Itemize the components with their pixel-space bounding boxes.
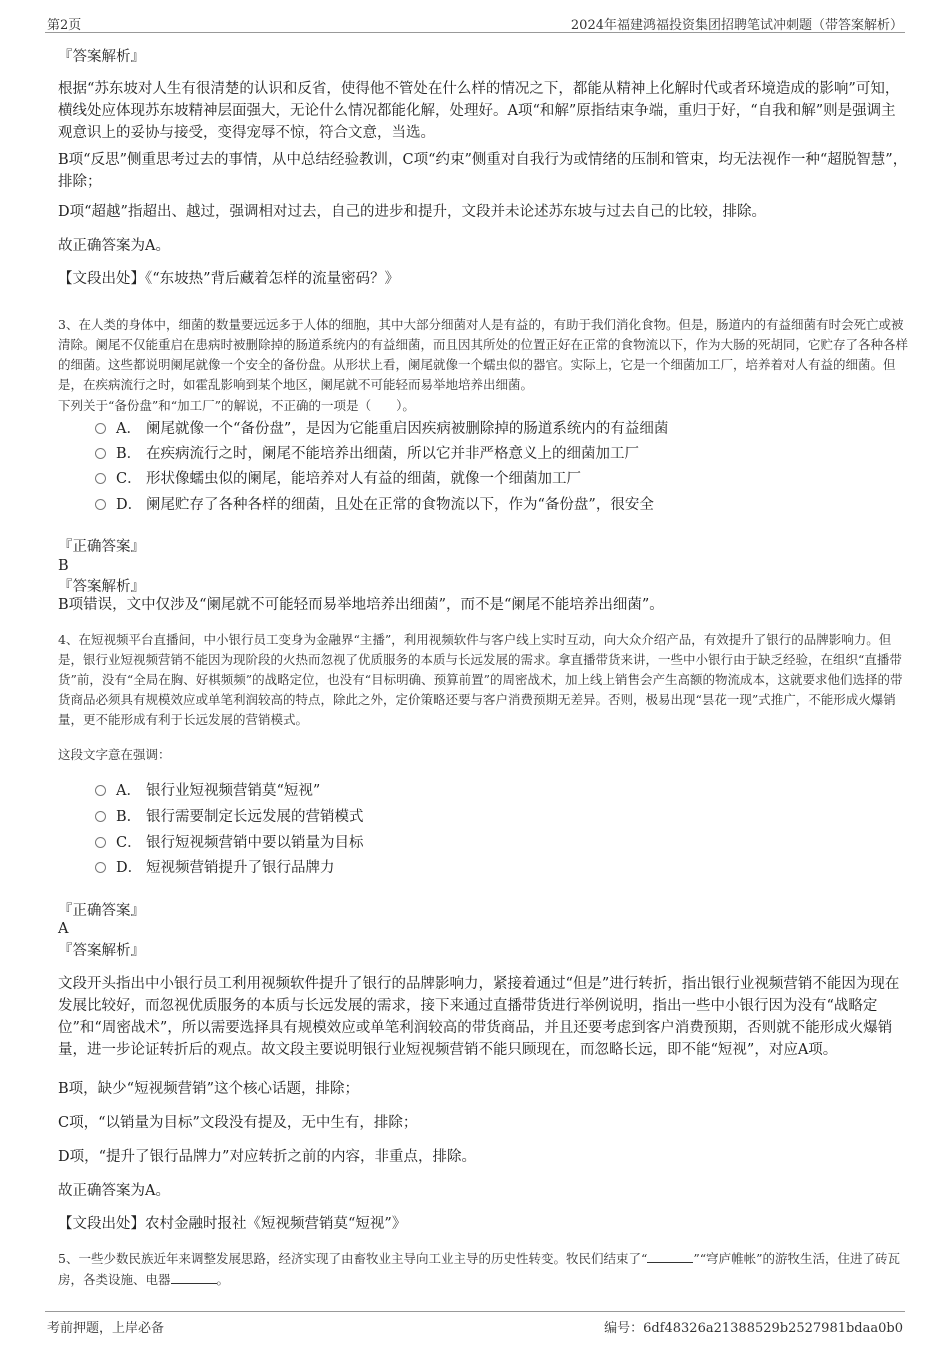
question-stem: 4、在短视频平台直播间，中小银行员工变身为金融界“主播”，利用视频软件与客户线上实时互动，向大众介绍产品，有效提升了银行的品牌影响力。但是，银行业短视频营销不能因为现阶段的火热而忽视了优质服务的本质与长远发展的需求。拿直播带货来讲，一些中小银行由于缺乏经验，在组织“直播带货”前，没有“全局在胸、好棋频频”的战略定位，也没有“目标明确、预算前置”的周密战术，加上线上销售会产生高额的物流成本，这就要求他们选择的带货商品必须具有规模效应或单笔利润较高的特点，除此之外，定价策略还要与客户消费预期无差异。否则，极易出现“昙花一现”式推广，不能形成火爆销量，更不能形成有利于长远发展的营销模式。: [58, 632, 903, 727]
radio-icon[interactable]: [95, 811, 106, 822]
analysis-paragraph: D项“超越”指超出、越过，强调相对过去，自己的进步和提升，文段并未论述苏东坡与过去自己的比较，排除。: [58, 204, 766, 220]
footer-slogan: 考前押题，上岸必备: [47, 1321, 165, 1336]
analysis-label: 『答案解析』: [58, 943, 145, 959]
question-stem: 5、一些少数民族近年来调整发展思路，经济实现了由畜牧业主导向工业主导的历史性转变。牧民们结束了“ ”“穹庐帷帐”的游牧生活，住进了砖瓦房，各类设施、电器 。: [58, 1248, 910, 1290]
analysis-paragraph: 文段开头指出中小银行员工利用视频软件提升了银行的品牌影响力，紧接着通过“但是”进行转折，指出银行业视频营销不能因为现在发展比较好，而忽视优质服务的本质与长远发展的需求，接下来通过直播带货进行举例说明，指出一些中小银行因为没有“战略定位”和“周密战术”，所以需要选择具有规模效应或单笔利润较高的带货商品，并且还要考虑到客户消费预期，否则就不能形成火爆销量，进一步论证转折后的观点。故文段主要说明银行业短视频营销不能只顾现在，而忽略长远，即不能“短视”，对应A项。: [58, 976, 900, 1058]
option-a[interactable]: A． 阑尾就像一个“备份盘”，是因为它能重启因疾病被删除掉的肠道系统内的有益细菌: [95, 418, 668, 440]
analysis-paragraph: B项，缺少“短视频营销”这个核心话题，排除；: [58, 1081, 359, 1097]
question-stem: 3、在人类的身体中，细菌的数量要远远多于人体的细胞，其中大部分细菌对人是有益的，有助于我们消化食物。但是，肠道内的有益细菌有时会死亡或被清除。阑尾不仅能重启在患病时被删除掉的肠道系统内的有益细菌，而且因其所处的位置正好在正常的食物流以下，作为大肠的死胡同，它贮存了各种各样的细菌。这些都说明阑尾就像一个安全的备份盘。从形状上看，阑尾就像一个蠕虫似的器官。实际上，它是一个细菌加工厂，培养着对人有益的细菌。但是，在疾病流行之时，如霍乱影响到某个地区，阑尾就不可能轻而易举地培养出细菌。: [58, 317, 909, 392]
option-a[interactable]: A． 银行业短视频营销莫“短视”: [95, 780, 320, 802]
analysis-label: 『答案解析』: [58, 579, 145, 595]
option-c[interactable]: C． 银行短视频营销中要以销量为目标: [95, 832, 364, 854]
conclusion: 故正确答案为A。: [58, 238, 170, 254]
analysis-paragraph: 根据“苏东坡对人生有很清楚的认识和反省，使得他不管处在什么样的情况之下，都能从精神上化解时代或者环境造成的影响”可知，横线处应体现苏东坡精神层面强大，无论什么情况都能化解，处理好。A项“和解”原指结束争端，重归于好，“自我和解”则是强调主观意识上的妥协与接受，变得宠辱不惊，符合文意，当选。: [58, 81, 900, 141]
page-number: 第2页: [47, 18, 82, 33]
radio-icon[interactable]: [95, 499, 106, 510]
correct-answer: A: [58, 921, 69, 937]
document-id: 编号：6df48326a21388529b2527981bdaa0b0: [604, 1321, 903, 1336]
analysis-label: 『答案解析』: [58, 49, 145, 65]
option-b[interactable]: B． 在疾病流行之时，阑尾不能培养出细菌，所以它并非严格意义上的细菌加工厂: [95, 443, 639, 465]
option-b[interactable]: B． 银行需要制定长远发展的营销模式: [95, 806, 364, 828]
correct-answer-label: 『正确答案』: [58, 539, 145, 555]
fill-blank[interactable]: [171, 1269, 217, 1284]
correct-answer: B: [58, 558, 69, 574]
page-footer: [45, 1311, 905, 1338]
analysis-paragraph: B项“反思”侧重思考过去的事情，从中总结经验教训，C项“约束”侧重对自我行为或情绪的压制和管束，均无法视作一种“超脱智慧”，排除；: [58, 152, 908, 190]
radio-icon[interactable]: [95, 862, 106, 873]
source: 【文段出处】《“东坡热”背后藏着怎样的流量密码？》: [58, 271, 400, 287]
correct-answer-label: 『正确答案』: [58, 903, 145, 919]
analysis-paragraph: C项，“以销量为目标”文段没有提及，无中生有，排除；: [58, 1115, 418, 1131]
question-prompt: 下列关于“备份盘”和“加工厂”的解说，不正确的一项是（ ）。: [58, 398, 415, 413]
page-header: [45, 12, 905, 33]
radio-icon[interactable]: [95, 448, 106, 459]
question-prompt: 这段文字意在强调：: [58, 747, 171, 762]
option-c[interactable]: C． 形状像蠕虫似的阑尾，能培养对人有益的细菌，就像一个细菌加工厂: [95, 468, 581, 490]
option-d[interactable]: D． 阑尾贮存了各种各样的细菌，且处在正常的食物流以下，作为“备份盘”，很安全: [95, 494, 654, 516]
radio-icon[interactable]: [95, 785, 106, 796]
radio-icon[interactable]: [95, 473, 106, 484]
radio-icon[interactable]: [95, 837, 106, 848]
fill-blank[interactable]: [647, 1248, 693, 1263]
analysis-paragraph: B项错误，文中仅涉及“阑尾就不可能轻而易举地培养出细菌”，而不是“阑尾不能培养出细菌”。: [58, 597, 664, 613]
source: 【文段出处】农村金融时报社《短视频营销莫“短视”》: [58, 1216, 407, 1232]
radio-icon[interactable]: [95, 423, 106, 434]
document-title: 2024年福建鸿福投资集团招聘笔试冲刺题（带答案解析）: [570, 18, 903, 33]
analysis-paragraph: D项，“提升了银行品牌力”对应转折之前的内容，非重点，排除。: [58, 1149, 476, 1165]
conclusion: 故正确答案为A。: [58, 1183, 170, 1199]
option-d[interactable]: D． 短视频营销提升了银行品牌力: [95, 857, 335, 879]
